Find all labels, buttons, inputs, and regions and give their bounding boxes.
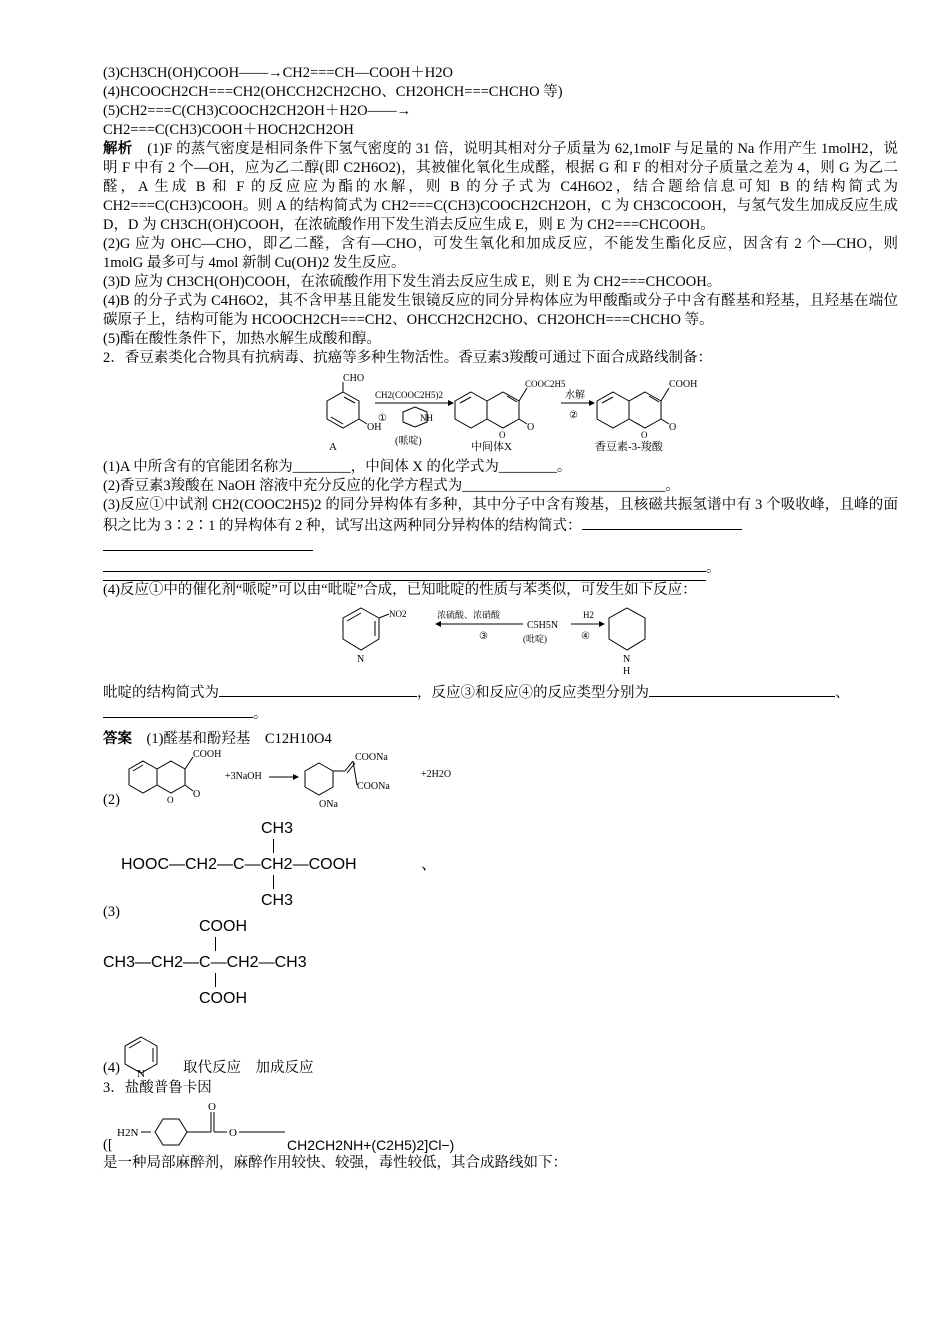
pyridine-reaction-scheme: [103, 604, 898, 676]
a-cho: CHO: [343, 373, 365, 384]
bond: [215, 937, 216, 951]
answer-2: [103, 749, 898, 819]
prev-answer-5b: CH2===C(CH3)COOH＋HOCH2CH2OH: [103, 122, 354, 138]
pyridine-formula: [523, 620, 558, 644]
answer-label: 答案: [103, 731, 132, 747]
analysis-para-4: (4)B 的分子式为 C4H6O2，其不含甲基且能发生银镜反应的同分异构体应为甲酸酯或分子中含有醛基和羟基，且羟基在端位碳原子上，结构可能为 HCOOCH2CH===CH2、OHCCH2CH2CHO、CH2OHCH===CHCHO 等。: [103, 293, 898, 328]
answer-4: [103, 1039, 898, 1079]
step-4-label: ④: [581, 631, 590, 642]
eq-water: +2H2O: [421, 769, 452, 780]
q2-sub-2: (2)香豆素3羧酸在 NaOH 溶液中充分反应的化学方程式为____________________________。: [103, 478, 680, 494]
eq-product-ona: ONa: [319, 799, 338, 810]
step-2-label: ②: [569, 410, 578, 421]
analysis-para-3: (3)D 应为 CH3CH(OH)COOH，在浓硫酸作用下发生消去反应生成 E，则 E 为 CH2===CHCOOH。: [103, 274, 722, 290]
step-1-label: ①: [378, 413, 387, 424]
h2-label: H2: [583, 610, 594, 620]
acids-label: 浓硫酸、浓硝酸: [437, 610, 501, 620]
piperidine-h: H: [623, 666, 631, 676]
isomer-separator: 、: [421, 856, 438, 873]
q3-title: 3．盐酸普鲁卡因: [103, 1080, 212, 1096]
hydrolysis-label: 水解: [565, 390, 585, 401]
q2-sub-4d-text: 、: [835, 685, 850, 701]
bond: [215, 973, 216, 987]
q2-sub-4b: [103, 682, 898, 703]
bond: [273, 875, 274, 889]
eq-naoh: +3NaOH: [225, 771, 262, 782]
product-carbonyl-o: O: [669, 422, 677, 433]
isomer-1-main: HOOC—CH2—C—CH2—COOH: [121, 856, 357, 873]
answer-4-text: 取代反应 加成反应: [183, 1060, 314, 1076]
answer-4-num: (4): [103, 1060, 120, 1076]
mid-carbonyl-o: O: [527, 422, 535, 433]
analysis-para-5: (5)酯在酸性条件下，加热水解生成酸和醇。: [103, 331, 381, 347]
coumarin-acid-structure: [595, 379, 697, 453]
piperidine-name: (哌啶): [395, 436, 422, 447]
piperidine-structure: [609, 608, 645, 676]
eq-reactant-o: O: [193, 789, 201, 800]
a-label: A: [329, 441, 337, 453]
coumarin-synthesis-scheme: [103, 372, 898, 454]
answer-3: [103, 819, 898, 1039]
pyridine-structure: [121, 1035, 165, 1077]
q2-sub-3-end: 。: [706, 560, 721, 576]
intermediate-x-structure: [455, 379, 566, 453]
answer-1: [103, 730, 898, 749]
prev-answer-4: (4)HCOOCH2CH===CH2(OHCCH2CH2CHO、CH2OHCH===CHCHO 等): [103, 84, 563, 100]
analysis-label: 解析: [103, 141, 133, 157]
q2-sub-1: (1)A 中所含有的官能团名称为________，中间体 X 的化学式为________。: [103, 459, 572, 475]
formula-tail: CH2CH2NH+(C2H5)2]Cl−): [287, 1137, 455, 1153]
q2-sub-4: (4)反应①中的催化剂“哌啶”可以由“吡啶”合成，已知吡啶的性质与苯类似，可发生如下反应：: [103, 582, 697, 598]
answer-3-num: (3): [103, 904, 120, 920]
analysis-text-1: (1)F 的蒸气密度是相同条件下氢气密度的 31 倍，说明其相对分子质量为 62,1molF 与足量的 Na 作用产生 1molH2，说明 F 中有 2 个—OH，应为乙二醇(即 C2H6O2)，其被催化氧化生成醛，根据 G 和 F 的相对分子质量之差为 4，则 G 为乙二醛，A 生成 B 和 F 的反应应为酯的水解，则 B 的分子式为 C4H6O2，结合题给信息可知 B 的结构简式为 CH2===C(CH3)COOH。则 A 的结构简式为 CH2===C(CH3)COOCH2CH2OH，C 为 CH3COCOOH，与氢气发生加成反应生成 D，D 为 CH3CH(OH)COOH，在浓硫酸作用下发生消去反应生成 E，则 E 为 CH2===CHCOOH。: [103, 141, 899, 233]
answer-blank: [649, 682, 835, 697]
piperidine-n: N: [623, 654, 631, 665]
reaction-arrow-3: [435, 609, 523, 642]
answer-blank: [219, 682, 417, 697]
mid-label: 中间体X: [471, 441, 512, 453]
salicylaldehyde-structure: [327, 373, 381, 453]
q2-stem: 2．香豆素类化合物具有抗病毒、抗癌等多种生物活性。香豆素3羧酸可通过下面合成路线制备：: [103, 350, 712, 366]
isomer-2-cooh-bottom: COOH: [199, 990, 247, 1007]
eq-product-coona-1: COONa: [355, 752, 388, 763]
answer-blank: [103, 536, 313, 551]
page-content: [103, 64, 898, 1173]
isomer-1-ch3-top: CH3: [261, 820, 294, 837]
nitropyridine-structure: [343, 608, 407, 665]
pyridine-formula-text: C5H5N: [527, 620, 559, 631]
q2-sub-4-end: [103, 703, 898, 724]
answer-1-text: (1)醛基和酚羟基 C12H10O4: [146, 731, 332, 747]
nitro-group: NO2: [389, 609, 407, 619]
reaction-arrow-4: [571, 610, 605, 642]
a-oh: OH: [367, 422, 382, 433]
q2-sub-3-blank-line-1: [103, 536, 898, 557]
product-label: 香豆素-3-羧酸: [595, 441, 663, 453]
isomer-1-ch3-bottom: CH3: [261, 892, 294, 909]
naoh-equation: [121, 749, 481, 819]
q3-description: 是一种局部麻醉剂，麻醉作用较快、较强，毒性较低，其合成路线如下：: [103, 1155, 567, 1171]
prev-answer-3: (3)CH3CH(OH)COOH——→CH2===CH—COOH＋H2O: [103, 65, 453, 81]
q2-sub-4c-text: ，反应③和反应④的反应类型分别为: [417, 685, 649, 701]
eq-reactant-ring-o: O: [167, 795, 174, 805]
answer-2-num: (2): [103, 792, 120, 808]
pyridine-n: N: [137, 1068, 145, 1077]
q2-sub-4-end-text: 。: [253, 706, 268, 722]
answer-blank: [103, 557, 706, 572]
product-ring-o: O: [641, 430, 648, 440]
q2-sub-3-blank-line-2: [103, 557, 898, 578]
eq-product-coona-2: COONa: [357, 781, 390, 792]
pyridine-name: (吡啶): [523, 634, 547, 644]
procaine-structure: [115, 1098, 285, 1154]
answer-blank: [103, 703, 253, 718]
ester-o: O: [229, 1127, 237, 1139]
step-3-label: ③: [479, 631, 488, 642]
eq-reactant-cooh: COOH: [193, 749, 222, 760]
procaine-formula: [103, 1098, 898, 1154]
piperidine-nh: NH: [420, 413, 433, 423]
reaction-arrow-2: [561, 388, 595, 421]
carbonyl-o: O: [208, 1101, 216, 1113]
formula-open-bracket: ([: [103, 1137, 113, 1153]
bond: [273, 839, 274, 853]
q2-sub-4b-text: 吡啶的结构简式为: [103, 685, 219, 701]
mid-ring-o: O: [499, 430, 506, 440]
q2-sub-3-text: (3)反应①中试剂 CH2(COOC2H5)2 的同分异构体有多种，其中分子中含有羧基，且核磁共振氢谱中有 3 个吸收峰，且峰的面积之比为 3∶2∶1 的异构体有 2 种，试写出这两种同分异构体的结构简式：: [103, 497, 898, 534]
answer-blank: [582, 515, 742, 530]
h2n-group: H2N: [117, 1127, 139, 1139]
nitropyridine-n: N: [357, 654, 365, 665]
reaction-arrow-1: [375, 390, 454, 447]
product-cooh: COOH: [669, 379, 698, 390]
isomer-2-cooh-top: COOH: [199, 918, 247, 935]
reagent-malonate: CH2(COOC2H5)2: [375, 390, 444, 400]
q2-sub-3: [103, 496, 898, 536]
mid-ester-group: COOC2H5: [525, 379, 566, 389]
prev-answer-5a: (5)CH2===C(CH3)COOCH2CH2OH＋H2O——→: [103, 103, 412, 119]
isomer-2-main: CH3—CH2—C—CH2—CH3: [103, 954, 307, 971]
analysis-para-2: (2)G 应为 OHC—CHO，即乙二醛，含有—CHO，可发生氧化和加成反应，不能发生酯化反应，因含有 2 个—CHO，则 1molG 最多可与 4mol 新制 Cu(OH)2 发生反应。: [103, 236, 898, 271]
analysis-para-1: [103, 140, 898, 235]
